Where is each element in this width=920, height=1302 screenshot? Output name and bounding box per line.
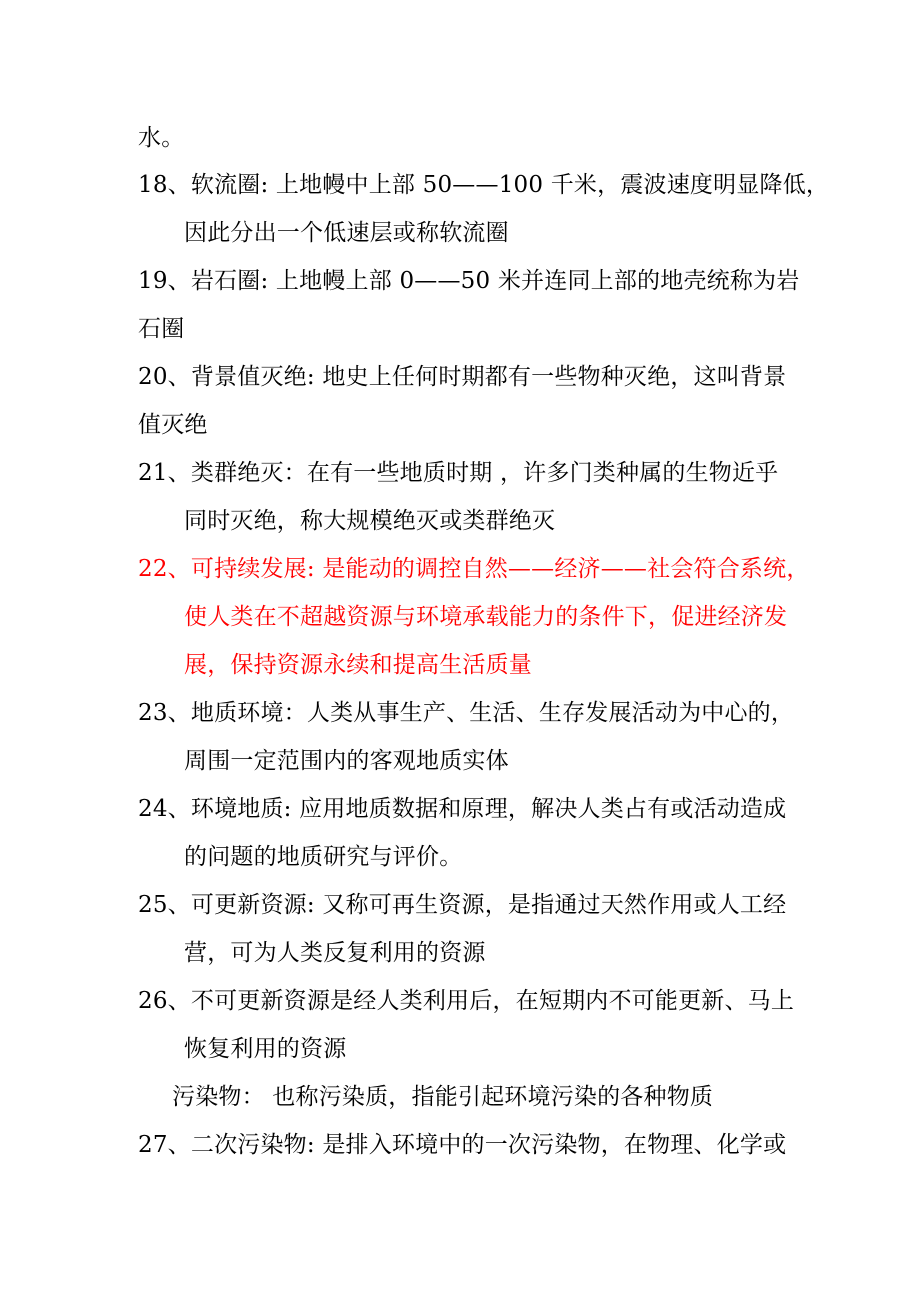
definition-18-line-2: 因此分出一个低速层或称软流圈 [184, 220, 509, 246]
definition-19-line-1: 19、岩石圈: 上地幔上部 0——50 米并连同上部的地壳统称为岩 [138, 268, 800, 294]
definition-19-line-2: 石圈 [138, 316, 185, 342]
definition-20-line-2: 值灭绝 [138, 412, 208, 438]
definition-22-line-1: 22、可持续发展: 是能动的调控自然——经济——社会符合系统， [138, 556, 810, 582]
definition-21-line-2: 同时灭绝，称大规模绝灭或类群绝灭 [184, 508, 556, 534]
definition-20-line-1: 20、背景值灭绝: 地史上任何时期都有一些物种灭绝，这叫背景 [138, 364, 787, 390]
definition-23-line-2: 周围一定范围内的客观地质实体 [184, 748, 509, 774]
definition-22-line-2: 使人类在不超越资源与环境承载能力的条件下，促进经济发 [184, 604, 788, 630]
definition-23-line-1: 23、地质环境：人类从事生产、生活、生存发展活动为中心的， [138, 700, 795, 726]
definition-18-line-1: 18、软流圈: 上地幔中上部 50——100 千米，震波速度明显降低， [138, 172, 830, 198]
definition-21-line-1: 21、类群绝灭：在有一些地质时期 ，许多门类种属的生物近乎 [138, 460, 779, 486]
definition-26-line-2: 恢复利用的资源 [184, 1036, 347, 1062]
definition-pollutant-line: 污染物： 也称污染质，指能引起环境污染的各种物质 [172, 1084, 714, 1110]
definition-27-line-1: 27、二次污染物: 是排入环境中的一次污染物，在物理、化学或 [138, 1132, 787, 1158]
definition-25-line-2: 营，可为人类反复利用的资源 [184, 940, 486, 966]
definition-24-line-2: 的问题的地质研究与评价。 [184, 844, 463, 870]
definition-22-line-3: 展，保持资源永续和提高生活质量 [184, 652, 532, 678]
definition-24-line-1: 24、环境地质: 应用地质数据和原理，解决人类占有或活动造成 [138, 796, 787, 822]
definition-26-line-1: 26、不可更新资源是经人类利用后，在短期内不可能更新、马上 [138, 988, 795, 1014]
definition-25-line-1: 25、可更新资源: 又称可再生资源，是指通过天然作用或人工经 [138, 892, 787, 918]
text-line-water: 水。 [138, 125, 185, 151]
